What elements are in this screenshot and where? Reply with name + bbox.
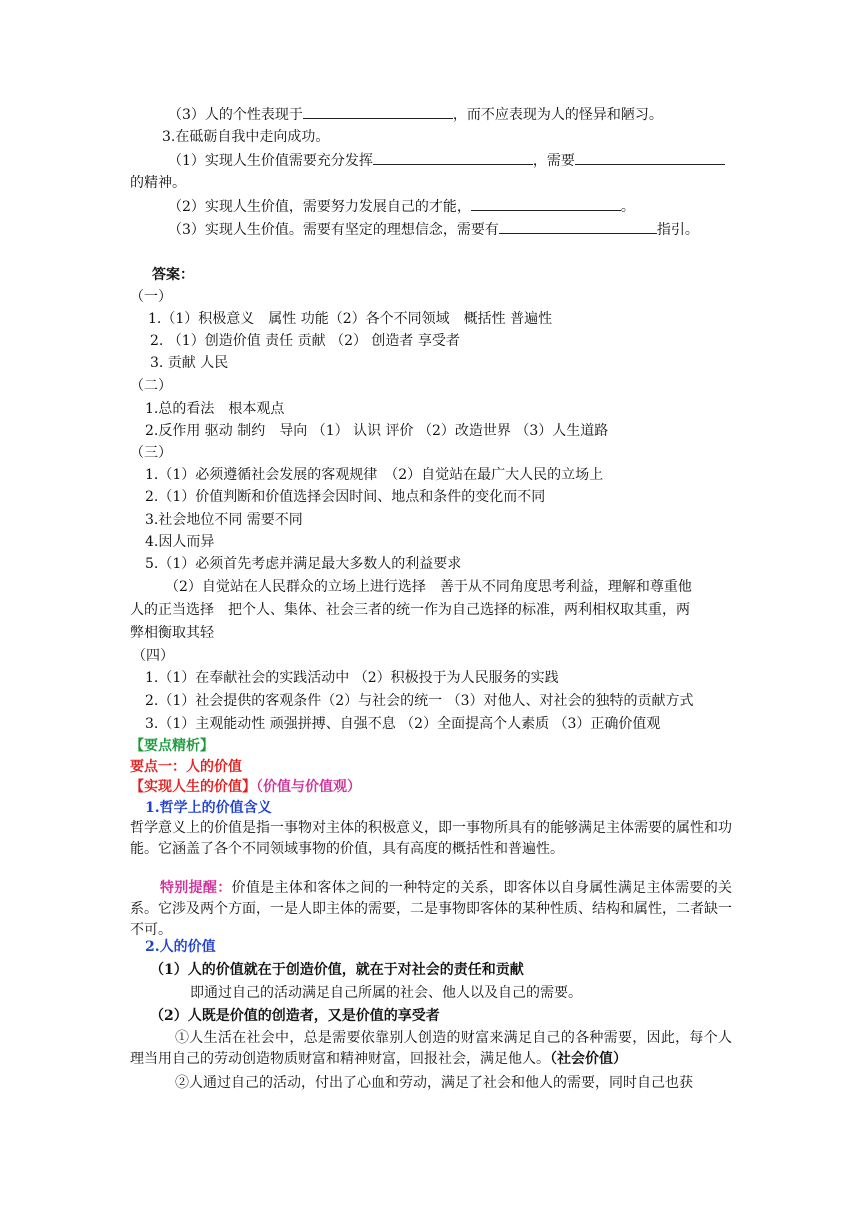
answer-line: 1.（1）积极意义 属性 功能（2）各个不同领域 概括性 普遍性 [148, 311, 553, 327]
q3-line: （3）人的个性表现于 ，而不应表现为人的怪异和陋习。 [168, 104, 663, 125]
section-1: （一） [130, 289, 172, 305]
answer-line: 2.反作用 驱动 制约 导向 （1） 认识 评价 （2）改造世界 （3）人生道路 [145, 423, 609, 439]
q3-1-line: （1）实现人生价值需要充分发挥 ，需要 [168, 150, 725, 171]
answer-line: 弊相衡取其轻 [130, 625, 214, 641]
paragraph-reminder: 特别提醒：价值是主体和客体之间的一种特定的关系，即客体以自身属性满足主体需要的关系。它涉及两个方面，一是人即主体的需要，二是事物即客体的某种性质、结构和属性，二者缺一不可。 [130, 880, 733, 938]
answer-line: 1.（1）在奉献社会的实践活动中 （2）积极投于为人民服务的实践 [145, 670, 559, 686]
topic-title: 【实现人生的价值】（价值与价值观） [130, 779, 361, 795]
q3-3-line: （3）实现人生价值。需要有坚定的理想信念，需要有 指引。 [168, 219, 699, 240]
answer-line: 2. （1）创造价值 责任 贡献 （2） 创造者 享受者 [150, 333, 460, 349]
answer-line: 1.总的看法 根本观点 [145, 401, 285, 417]
paragraph-social-value: ①人生活在社会中，总是需要依靠别人创造的财富来满足自己的各种需要，因此，每个人理当用自己的劳动创造物质财富和精神财富，回报社会，满足他人。（社会价值） [130, 1030, 732, 1067]
point-2-1-text: 即通过自己的活动满足自己所属的社会、他人以及自己的需要。 [190, 985, 582, 1001]
subheading-2: 2.人的价值 [145, 939, 216, 955]
answer-line: 2.（1）社会提供的客观条件（2）与社会的统一 （3）对他人、对社会的独特的贡献方式 [145, 693, 694, 709]
q3-2-line: （2）实现人生价值，需要努力发展自己的才能， 。 [168, 196, 635, 217]
paragraph-self-value: ②人通过自己的活动，付出了心血和劳动，满足了社会和他人的需要，同时自己也获 [175, 1075, 693, 1091]
point-2-2: （2）人既是价值的创造者，又是价值的享受者 [150, 1008, 440, 1024]
blank [303, 104, 453, 119]
answer-line: 人的正当选择 把个人、集体、社会三者的统一作为自己选择的标准，两利相权取其重，两 [130, 602, 690, 618]
answer-line: 2.（1）价值判断和价值选择会因时间、地点和条件的变化而不同 [145, 489, 546, 505]
answer-line: 4.因人而异 [145, 534, 215, 550]
heading-3: 3.在砥砺自我中走向成功。 [162, 129, 330, 145]
answer-line: 1.（1）必须遵循社会发展的客观规律 （2）自觉站在最广大人民的立场上 [145, 467, 604, 483]
section-2: （二） [130, 378, 172, 394]
answer-line: 5.（1）必须首先考虑并满足最大多数人的利益要求 [145, 556, 462, 572]
answer-line: 3.（1）主观能动性 顽强拼搏、自强不息 （2）全面提高个人素质 （3）正确价值观 [145, 716, 661, 732]
answer-line: 3.社会地位不同 需要不同 [145, 512, 303, 528]
answer-line: 3. 贡献 人民 [150, 355, 229, 371]
key-point-1-title: 要点一：人的价值 [130, 759, 242, 775]
subheading-1: 1.哲学上的价值含义 [145, 800, 272, 816]
section-4: （四） [132, 648, 174, 664]
answers-heading: 答案： [152, 267, 194, 283]
q3-1-cont: 的精神。 [130, 175, 186, 191]
point-2-1: （1）人的价值就在于创造价值，就在于对社会的责任和贡献 [150, 962, 524, 978]
key-points-heading: 【要点精析】 [130, 738, 214, 754]
answer-line: （2）自觉站在人民群众的立场上进行选择 善于从不同角度思考利益，理解和尊重他 [165, 579, 692, 595]
paragraph-definition: 哲学意义上的价值是指一事物对主体的积极意义，即一事物所具有的能够满足主体需要的属性和功能。它涵盖了各个不同领域事物的价值，具有高度的概括性和普遍性。 [130, 820, 732, 857]
section-3: （三） [130, 445, 172, 461]
